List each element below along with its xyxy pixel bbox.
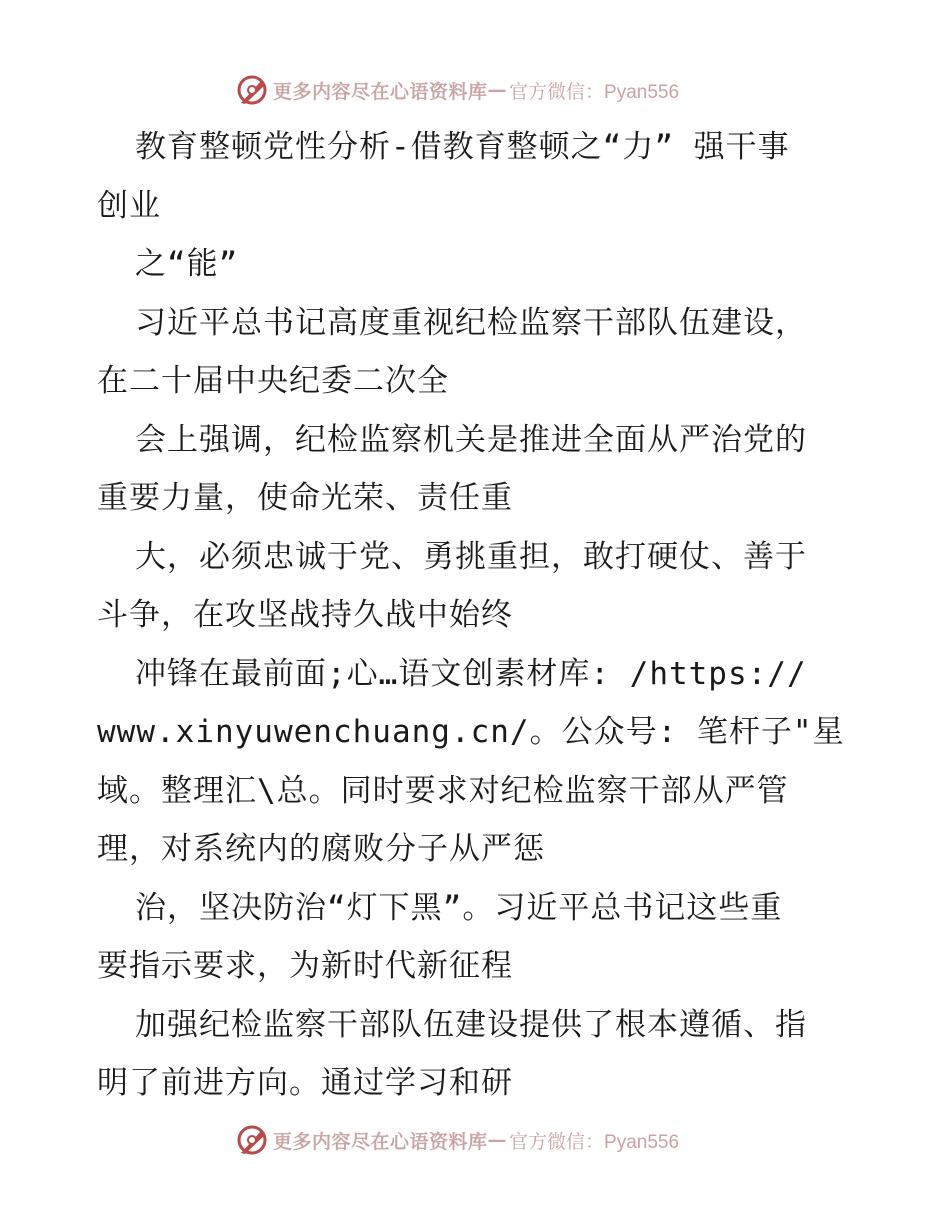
header-watermark-banner xyxy=(235,72,679,108)
paragraph-line: 在二十届中央纪委二次全 xyxy=(97,363,449,399)
paragraph-line: 冲锋在最前面;心…语文创素材库: /https:// xyxy=(135,655,807,692)
document-title-line: 教育整顿党性分析-借教育整顿之“力” 强干事 xyxy=(135,129,790,165)
paragraph-line: 要指示要求，为新时代新征程 xyxy=(97,948,513,984)
paragraph-line: 会上强调，纪检监察机关是推进全面从严治党的 xyxy=(135,421,807,458)
document-title-line: 创业 xyxy=(97,187,161,224)
banner-dash: — xyxy=(487,79,508,101)
banner-contact: 官方微信：Pyan556 xyxy=(509,1131,680,1153)
paragraph-line: 加强纪检监察干部队伍建设提供了根本遵循、指 xyxy=(135,1006,807,1043)
banner-title: 更多内容尽在心语资料库 xyxy=(273,80,488,103)
document-title-line: 之“能” xyxy=(135,246,239,282)
paragraph-line: 重要力量，使命光荣、责任重 xyxy=(97,480,513,516)
quill-logo-icon xyxy=(235,1123,269,1157)
paragraph-line: 域。整理汇\总。同时要求对纪检监察干部从严管 xyxy=(97,772,789,809)
paragraph-line: 理，对系统内的腐败分子从严惩 xyxy=(97,831,545,867)
footer-watermark-banner xyxy=(235,1122,679,1158)
paragraph-line: 习近平总书记高度重视纪检监察干部队伍建设， xyxy=(135,304,807,341)
banner-title: 更多内容尽在心语资料库 xyxy=(273,1130,488,1153)
banner-dash: — xyxy=(487,1129,508,1151)
paragraph-line: 斗争，在攻坚战持久战中始终 xyxy=(97,597,513,633)
document-body xyxy=(97,118,857,1113)
paragraph-line: www.xinyuwenchuang.cn/。公众号: 笔杆子"星 xyxy=(97,714,845,750)
paragraph-line: 治，坚决防治“灯下黑”。习近平总书记这些重 xyxy=(135,889,783,926)
quill-logo-icon xyxy=(235,73,269,107)
paragraph-line: 大，必须忠诚于党、勇挑重担，敢打硬仗、善于 xyxy=(135,538,807,575)
banner-contact: 官方微信：Pyan556 xyxy=(509,81,680,103)
paragraph-line: 明了前进方向。通过学习和研 xyxy=(97,1065,513,1101)
